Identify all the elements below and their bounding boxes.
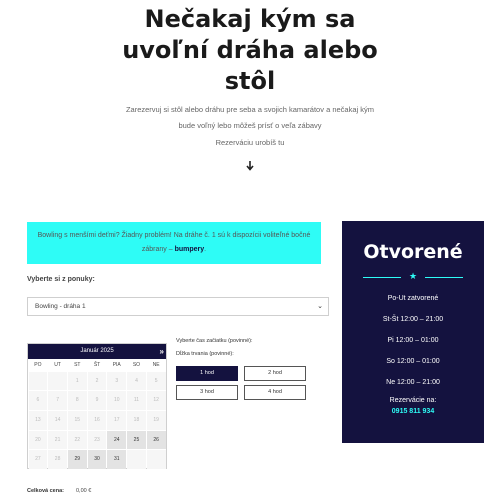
- calendar-day[interactable]: 31: [107, 450, 126, 469]
- duration-2h-button[interactable]: 2 hod: [244, 366, 306, 381]
- opening-hours-title: Otvorené: [363, 241, 463, 263]
- calendar-day: 4: [127, 372, 146, 391]
- calendar-grid: [28, 371, 166, 469]
- weekday-label: SO: [132, 362, 141, 368]
- star-icon: ★: [408, 271, 418, 281]
- calendar-day: 18: [127, 411, 146, 430]
- calendar-weekdays: [28, 359, 166, 371]
- hours-list: [342, 288, 484, 393]
- chevron-down-icon: ⌄: [317, 303, 323, 310]
- notice-text: Bowling s menšími deťmi? Žiadny problém! Na dráhe č. 1 sú k dispozícii voliteľné bočné zábrany –: [37, 232, 311, 253]
- calendar-day: 20: [29, 431, 48, 450]
- calendar-week-row: [28, 430, 166, 450]
- bumper-notice: [27, 222, 321, 264]
- start-time-label: Vyberte čas začiatku (povinné):: [176, 338, 253, 344]
- next-month-button[interactable]: »: [159, 347, 164, 356]
- total-price-label: Celková cena:: [27, 488, 64, 494]
- weekday-label: ŠT: [93, 362, 101, 368]
- calendar-day: 3: [107, 372, 126, 391]
- calendar-day: 21: [48, 431, 67, 450]
- weekday-label: PIA: [112, 362, 121, 368]
- calendar-day: 22: [68, 431, 87, 450]
- page-title: [0, 4, 500, 97]
- calendar-day: 10: [107, 391, 126, 410]
- calendar: [27, 343, 167, 469]
- hours-item: Ne 12:00 – 21:00: [386, 379, 440, 386]
- calendar-day: 23: [88, 431, 107, 450]
- offer-select-value: Bowling - dráha 1: [35, 303, 86, 310]
- calendar-week-row: [28, 391, 166, 411]
- calendar-day[interactable]: 29: [68, 450, 87, 469]
- calendar-empty-cell: [29, 372, 48, 391]
- weekday-label: NE: [152, 362, 160, 368]
- divider-line-right: [425, 277, 463, 278]
- calendar-day[interactable]: 30: [88, 450, 107, 469]
- calendar-day[interactable]: 24: [107, 431, 126, 450]
- calendar-day: 9: [88, 391, 107, 410]
- calendar-empty-cell: [147, 450, 166, 469]
- calendar-day: 28: [48, 450, 67, 469]
- calendar-day: 13: [29, 411, 48, 430]
- divider-line-left: [363, 277, 401, 278]
- calendar-day: 5: [147, 372, 166, 391]
- duration-4h-button[interactable]: 4 hod: [244, 385, 306, 400]
- calendar-day: 19: [147, 411, 166, 430]
- intro-line-2: bude voľný lebo môžeš prísť o veľa zábavy: [178, 121, 322, 130]
- calendar-day: 8: [68, 391, 87, 410]
- hours-divider: [363, 273, 463, 281]
- calendar-month: Január 2025: [80, 348, 114, 354]
- reservation-phone-link[interactable]: 0915 811 934: [391, 408, 435, 415]
- calendar-day: 27: [29, 450, 48, 469]
- opening-hours-panel: [342, 221, 484, 443]
- weekday-label: UT: [54, 362, 61, 368]
- offer-select[interactable]: [27, 297, 329, 316]
- calendar-day: 6: [29, 391, 48, 410]
- calendar-day: 2: [88, 372, 107, 391]
- calendar-week-row: [28, 410, 166, 430]
- calendar-header: [28, 344, 166, 359]
- hours-item: St-Št 12:00 – 21:00: [382, 316, 444, 323]
- intro-line-1: Zarezervuj si stôl alebo dráhu pre seba a svojich kamarátov a nečakaj kým: [125, 105, 375, 114]
- calendar-day[interactable]: 26: [147, 431, 166, 450]
- page-title-line-2: uvoľní dráha alebo: [122, 36, 378, 64]
- total-price-value: 0,00 €: [76, 488, 92, 494]
- notice-highlight: bumpery: [174, 246, 205, 253]
- calendar-empty-cell: [127, 450, 146, 469]
- calendar-day: 1: [68, 372, 87, 391]
- reservation-link[interactable]: Rezerváciu urobíš tu: [215, 138, 285, 147]
- reservation-label: Rezervácie na:: [389, 397, 437, 404]
- calendar-day: 7: [48, 391, 67, 410]
- duration-1h-button[interactable]: 1 hod: [176, 366, 238, 381]
- weekday-label: PO: [34, 362, 42, 368]
- hours-item: So 12:00 – 01:00: [386, 358, 440, 365]
- calendar-day[interactable]: 25: [127, 431, 146, 450]
- calendar-day: 12: [147, 391, 166, 410]
- calendar-day: 11: [127, 391, 146, 410]
- hours-item: Pi 12:00 – 01:00: [387, 337, 439, 344]
- calendar-day: 15: [68, 411, 87, 430]
- offer-select-label: Vyberte si z ponuky:: [27, 276, 95, 283]
- page-title-line-1: Nečakaj kým sa: [144, 5, 356, 33]
- calendar-day: 14: [48, 411, 67, 430]
- calendar-day: 16: [88, 411, 107, 430]
- hours-item: Po-Ut zatvorené: [387, 295, 439, 302]
- arrow-down-icon[interactable]: [245, 160, 255, 172]
- weekday-label: ST: [74, 362, 81, 368]
- intro-description: [110, 102, 390, 134]
- page-title-line-3: stôl: [224, 67, 276, 95]
- calendar-day: 17: [107, 411, 126, 430]
- calendar-week-row: [28, 371, 166, 391]
- duration-label: Dĺžka trvania (povinné):: [176, 351, 234, 357]
- calendar-week-row: [28, 450, 166, 470]
- notice-end: .: [204, 246, 207, 253]
- calendar-empty-cell: [48, 372, 67, 391]
- duration-3h-button[interactable]: 3 hod: [176, 385, 238, 400]
